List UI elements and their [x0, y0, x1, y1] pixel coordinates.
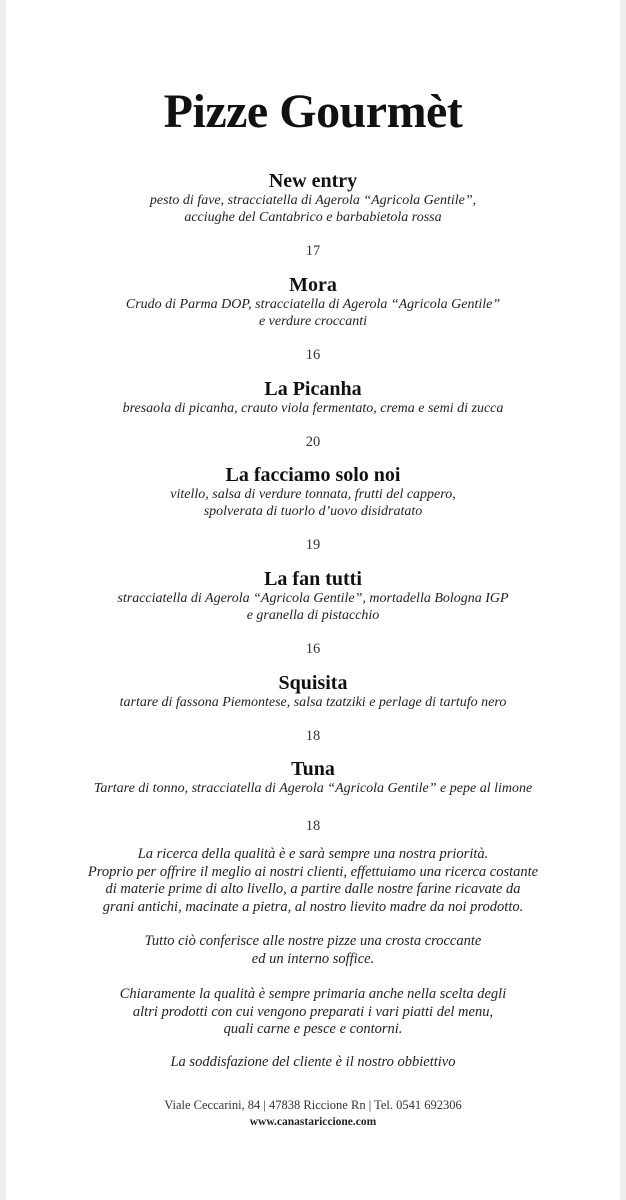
dish-price: 16: [305, 641, 321, 657]
dish-description-line: e verdure croccanti: [258, 314, 368, 329]
dish-description-line: Tartare di tonno, stracciatella di Agerola “Agricola Gentile” e pepe al limone: [93, 781, 533, 796]
paragraph-line: quali carne e pesce e contorni.: [223, 1021, 403, 1037]
paragraph-line: altri prodotti con cui vengono preparati i vari piatti del menu,: [132, 1003, 494, 1020]
dish-item: [10, 464, 616, 520]
dish-name: Tuna: [291, 758, 335, 780]
dish-name: Squisita: [278, 672, 348, 694]
dish-name: La fan tutti: [264, 568, 362, 590]
dish-description-line: bresaola di picanha, crauto viola fermentato, crema e semi di zucca: [122, 401, 504, 416]
left-page-edge: [0, 0, 6, 1200]
paragraph-line: grani antichi, macinate a pietra, al nostro lievito madre da noi prodotto.: [102, 898, 524, 915]
dish-item: [10, 568, 616, 624]
dish-item: [10, 274, 616, 330]
paragraph-line: di materie prime di alto livello, a partire dalle nostre farine ricavate da: [105, 881, 521, 897]
dish-price: 16: [305, 347, 321, 363]
quality-paragraph: [10, 1054, 616, 1072]
dish-price: 20: [305, 434, 321, 450]
dish-price: 17: [305, 243, 321, 259]
dish-item: [10, 672, 616, 711]
dish-item: [10, 758, 616, 797]
dish-name: La facciamo solo noi: [225, 464, 401, 486]
quality-paragraph: [10, 986, 616, 1039]
quality-paragraph: [10, 846, 616, 916]
dish-description-line: Crudo di Parma DOP, stracciatella di Agerola “Agricola Gentile”: [125, 297, 501, 312]
dish-description-line: tartare di fassona Piemontese, salsa tzatziki e perlage di tartufo nero: [119, 695, 507, 710]
dish-name: La Picanha: [264, 378, 362, 400]
paragraph-line: Chiaramente la qualità è sempre primaria anche nella scelta degli: [119, 986, 507, 1002]
dish-description-line: spolverata di tuorlo d’uovo disidratato: [203, 504, 423, 519]
dish-price: 18: [305, 818, 321, 834]
dish-name: New entry: [268, 170, 358, 192]
dish-item: [10, 170, 616, 226]
dish-description-line: acciughe del Cantabrico e barbabietola rossa: [184, 210, 442, 225]
dish-description-line: e granella di pistacchio: [246, 608, 380, 623]
dish-price: 19: [305, 537, 321, 553]
paragraph-line: La ricerca della qualità è e sarà sempre una nostra priorità.: [137, 846, 489, 862]
footer-website-link[interactable]: www.canastariccione.com: [249, 1116, 377, 1128]
paragraph-line: Proprio per offrire il meglio ai nostri clienti, effettuiamo una ricerca costante: [87, 863, 539, 880]
paragraph-line: ed un interno soffice.: [251, 950, 375, 967]
menu-page: [10, 0, 616, 1200]
dish-name: Mora: [289, 274, 337, 296]
dish-price: 18: [305, 728, 321, 744]
paragraph-line: Tutto ciò conferisce alle nostre pizze una crosta croccante: [144, 933, 482, 949]
dish-description-line: stracciatella di Agerola “Agricola Gentile”, mortadella Bologna IGP: [117, 591, 509, 606]
quality-paragraph: [10, 933, 616, 968]
right-page-edge: [620, 0, 626, 1200]
footer-address: Viale Ceccarini, 84 | 47838 Riccione Rn | Tel. 0541 692306: [164, 1098, 462, 1112]
menu-title: Pizze Gourmèt: [163, 85, 463, 138]
dish-item: [10, 378, 616, 417]
dish-description-line: vitello, salsa di verdure tonnata, frutti del cappero,: [170, 487, 456, 502]
dish-description-line: pesto di fave, stracciatella di Agerola “Agricola Gentile”,: [149, 193, 477, 208]
paragraph-line: La soddisfazione del cliente è il nostro obbiettivo: [170, 1054, 456, 1070]
